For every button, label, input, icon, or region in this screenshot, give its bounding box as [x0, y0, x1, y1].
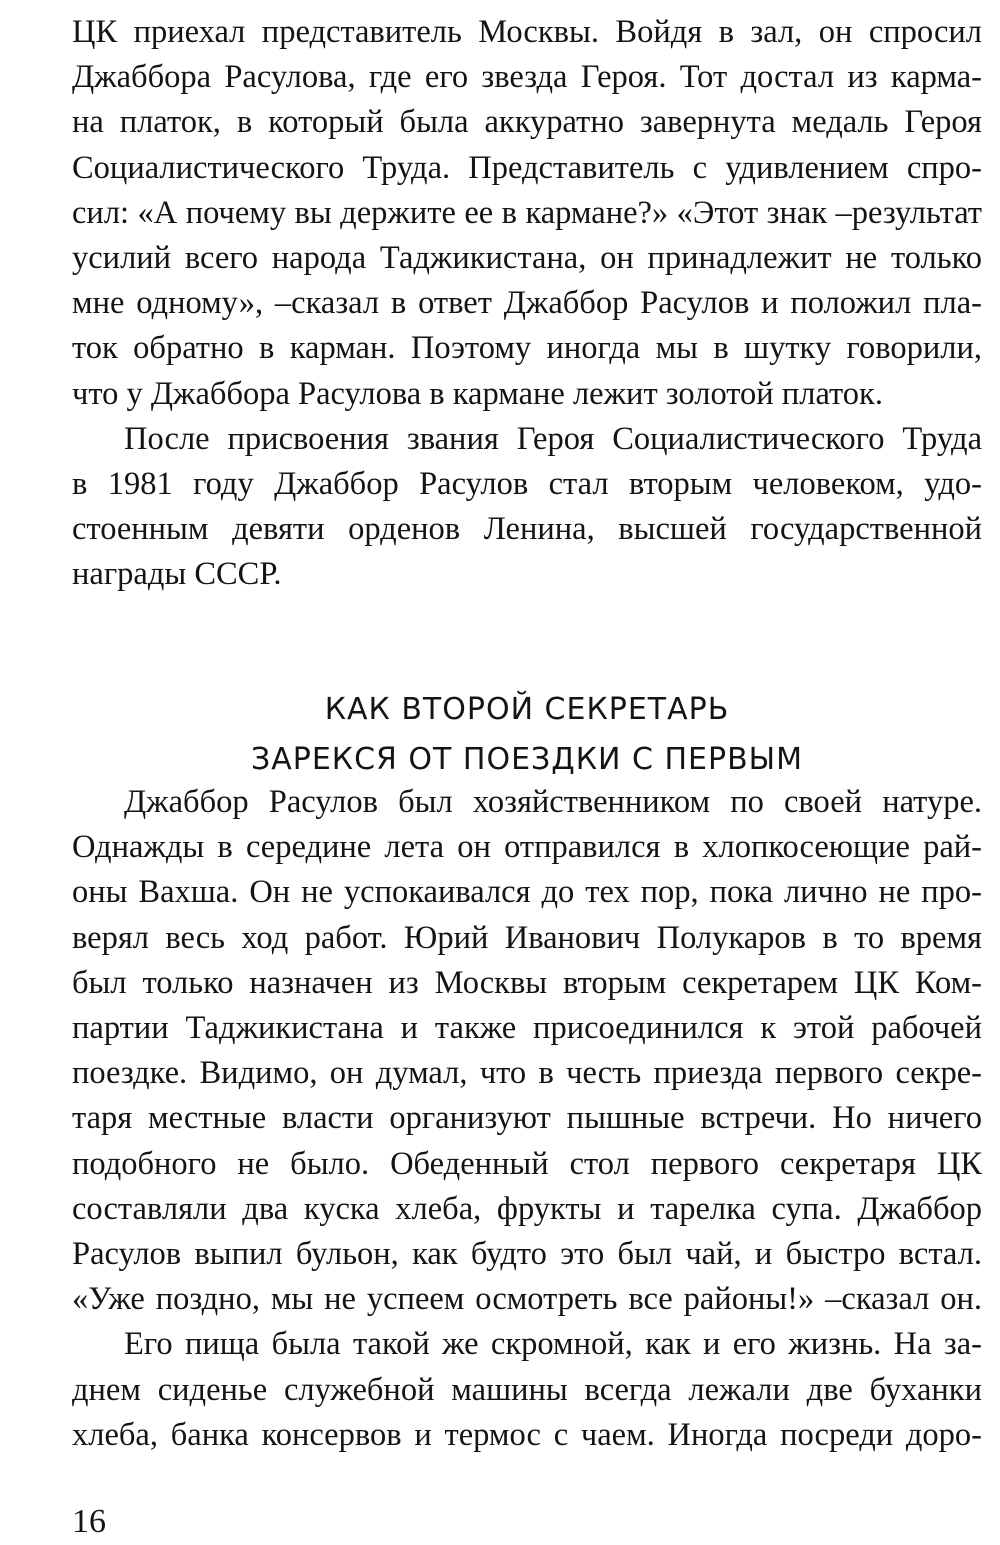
text-line: «Уже поздно, мы не успеем осмотреть все районы!» –сказал он.	[72, 1281, 982, 1318]
paragraph-continued	[72, 10, 982, 417]
bottom-text-block	[72, 780, 982, 1458]
text-line: сил: «А почему вы держите ее в кармане?» «Этот знак –результат	[72, 194, 982, 231]
text-line: Джаббора Расулова, где его звезда Героя. Тот достал из карма-	[72, 59, 982, 96]
text-line: Его пища была такой же скромной, как и его жизнь. На за-	[124, 1326, 982, 1363]
text-line: днем сиденье служебной машины всегда лежали две буханки	[72, 1371, 982, 1408]
text-line: Социалистического Труда. Представитель с удивлением спро-	[72, 149, 982, 186]
text-line: оны Вахша. Он не успокаивался до тех пор, пока лично не про-	[72, 874, 982, 911]
text-line: ЦК приехал представитель Москвы. Войдя в зал, он спросил	[72, 14, 982, 50]
text-line: на платок, в который была аккуратно завернута медаль Героя	[72, 104, 982, 141]
text-line: стоенным девяти орденов Ленина, высшей государственной	[72, 511, 982, 548]
paragraph-award	[72, 417, 982, 598]
text-line: Однажды в середине лета он отправился в хлопкосеющие рай-	[72, 829, 982, 866]
text-line: усилий всего народа Таджикистана, он принадлежит не только	[72, 240, 982, 277]
text-line: награды СССР.	[72, 556, 282, 593]
text-line: поездке. Видимо, он думал, что в честь приезда первого секре-	[72, 1055, 982, 1092]
text-line: После присвоения звания Героя Социалистического Труда	[124, 420, 982, 457]
text-line: партии Таджикистана и также присоединился к этой рабочей	[72, 1010, 982, 1047]
text-line: Джаббор Расулов был хозяйственником по своей натуре.	[124, 784, 982, 820]
text-line: таря местные власти организуют пышные встречи. Но ничего	[72, 1100, 982, 1137]
text-line: хлеба, банка консервов и термос с чаем. Иногда посреди доро-	[72, 1416, 982, 1453]
top-text-block	[72, 10, 982, 598]
page-number: 16	[72, 1503, 106, 1540]
text-line: в 1981 году Джаббор Расулов стал вторым человеком, удо-	[72, 466, 982, 503]
paragraph-food	[72, 1322, 982, 1458]
heading-line-1: КАК ВТОРОЙ СЕКРЕТАРЬ	[324, 691, 730, 727]
text-line: подобного не было. Обеденный стол первого секретаря ЦК	[72, 1145, 982, 1182]
text-line: мне одному», –сказал в ответ Джаббор Расулов и положил пла-	[72, 285, 982, 322]
text-line: верял весь ход работ. Юрий Иванович Полукаров в то время	[72, 919, 982, 956]
text-line: что у Джаббора Расулова в кармане лежит золотой платок.	[72, 375, 883, 412]
text-line: был только назначен из Москвы вторым секретарем ЦК Ком-	[72, 964, 982, 1001]
paragraph-trip	[72, 780, 982, 1322]
section-heading	[72, 685, 982, 785]
heading-line-2: ЗАРЕКСЯ ОТ ПОЕЗДКИ С ПЕРВЫМ	[251, 741, 803, 777]
text-line: составляли два куска хлеба, фрукты и тарелка супа. Джаббор	[72, 1190, 982, 1227]
text-line: ток обратно в карман. Поэтому иногда мы в шутку говорили,	[72, 330, 982, 367]
text-line: Расулов выпил бульон, как будто это был чай, и быстро встал.	[72, 1236, 982, 1273]
